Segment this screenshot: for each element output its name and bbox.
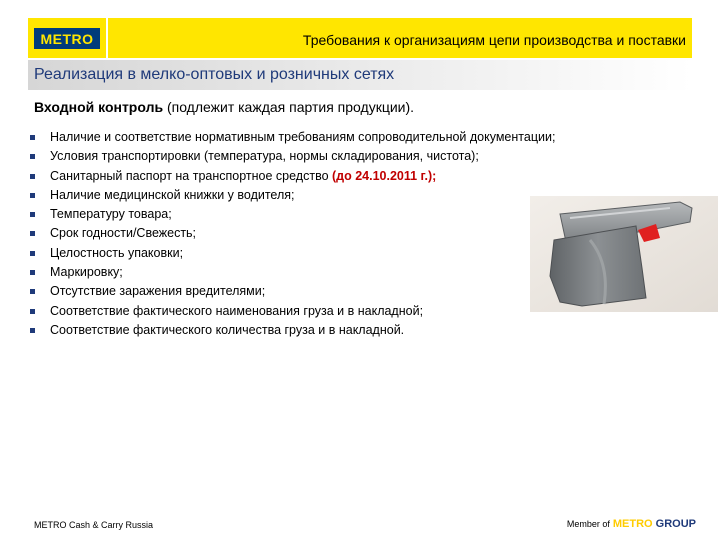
metro-group-logo xyxy=(613,518,696,530)
list-item xyxy=(30,128,555,147)
bullet-icon xyxy=(30,309,35,314)
metro-logo-text: METRO xyxy=(34,28,99,49)
footer-company: METRO Cash & Carry Russia xyxy=(34,520,154,530)
list-item xyxy=(30,302,555,321)
thermometer-image xyxy=(530,196,718,312)
list-item-text: Срок годности/Свежесть; xyxy=(50,226,197,241)
footer-member xyxy=(567,518,696,530)
list-item xyxy=(30,186,555,205)
list-item-text: Маркировку; xyxy=(50,265,123,280)
bullet-icon xyxy=(30,328,35,333)
section-heading-bold: Входной контроль xyxy=(34,99,164,115)
bullet-icon xyxy=(30,212,35,217)
header-title: Требования к организациям цепи производства и поставки xyxy=(302,32,686,48)
bullet-icon xyxy=(30,174,35,179)
bullet-icon xyxy=(30,289,35,294)
list-item xyxy=(30,263,555,282)
bullet-icon xyxy=(30,193,35,198)
list-item-text: Условия транспортировки (температура, нормы складирования, чистота); xyxy=(50,149,479,164)
section-heading xyxy=(34,99,414,115)
logo-separator xyxy=(106,18,108,58)
list-item xyxy=(30,147,555,166)
section-heading-rest: (подлежит каждая партия продукции). xyxy=(163,99,415,115)
bullet-icon xyxy=(30,135,35,140)
metro-group-logo-b: GROUP xyxy=(655,518,696,530)
list-item xyxy=(30,321,555,340)
list-item-text: Соответствие фактического количества груза и в накладной. xyxy=(50,322,405,337)
deadline-highlight: (до 24.10.2011 г.); xyxy=(332,168,437,183)
bullet-icon xyxy=(30,270,35,275)
requirements-list xyxy=(30,128,555,340)
list-item xyxy=(30,244,555,263)
bullet-icon xyxy=(30,251,35,256)
list-item xyxy=(30,282,555,301)
list-item-text: Наличие и соответствие нормативным требованиям сопроводительной документации; xyxy=(50,130,556,144)
list-item xyxy=(30,167,555,186)
bullet-icon xyxy=(30,231,35,236)
list-item-text: Санитарный паспорт на транспортное средство xyxy=(50,168,332,183)
list-item-text: Наличие медицинской книжки у водителя; xyxy=(50,187,295,202)
list-item xyxy=(30,205,555,224)
list-item-text: Целостность упаковки; xyxy=(50,245,184,260)
metro-logo xyxy=(28,18,106,58)
list-item-text: Температуру товара; xyxy=(50,207,172,222)
list-item-text: Отсутствие заражения вредителями; xyxy=(50,284,266,299)
slide-subtitle: Реализация в мелко-оптовых и розничных сетях xyxy=(34,66,395,83)
member-of-label: Member of xyxy=(566,519,610,529)
list-item xyxy=(30,224,555,243)
metro-group-logo-a: METRO xyxy=(612,518,653,530)
bullet-icon xyxy=(30,154,35,159)
list-item-text: Соответствие фактического наименования груза и в накладной; xyxy=(50,303,424,318)
